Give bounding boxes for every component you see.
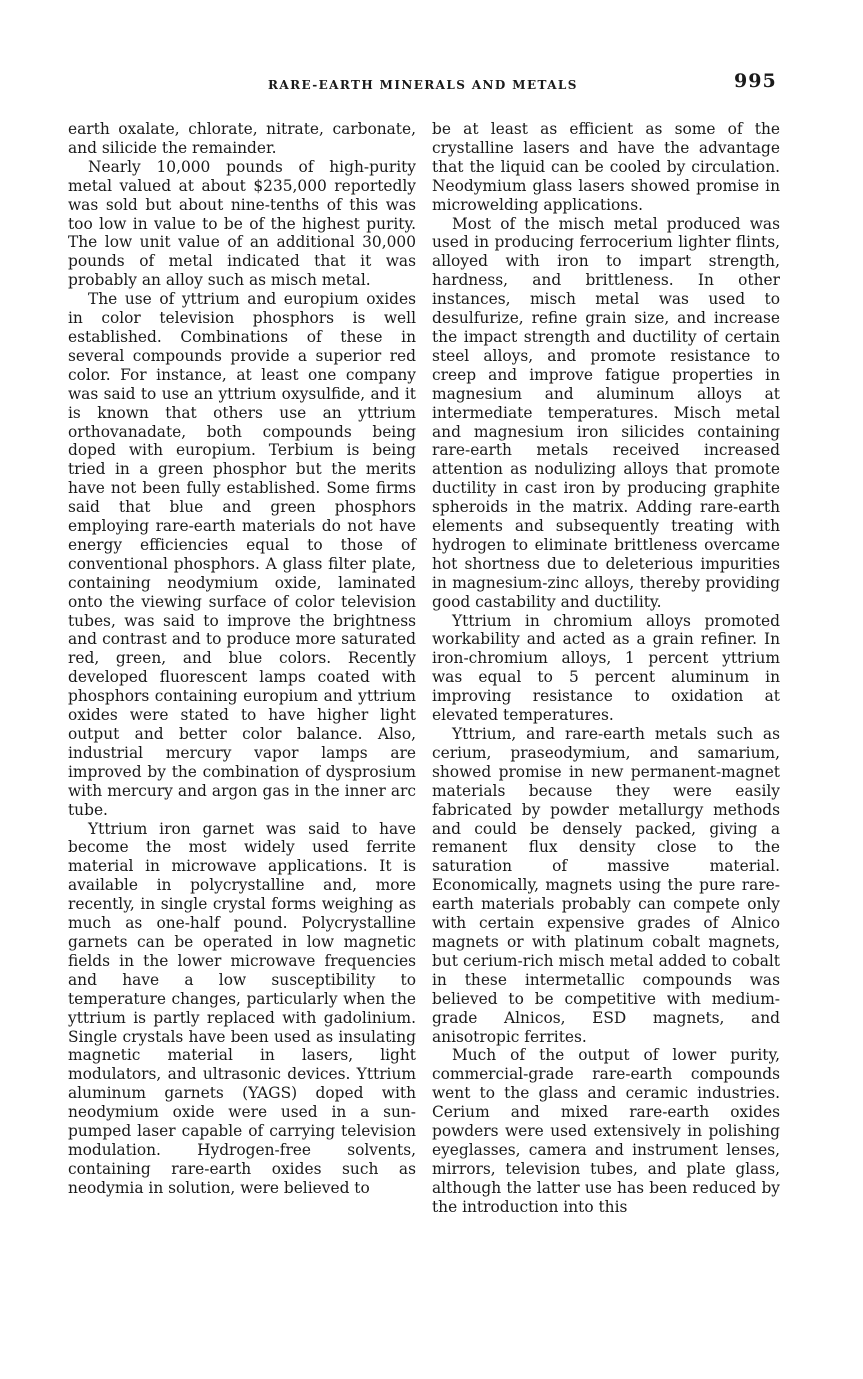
paragraph-chromium-alloys: Yttrium in chromium alloys promoted workability and acted as a grain refiner. In iron-chromium alloys, 1 percent yttrium was equal to 5 percent aluminum in improving resistance to oxidation at elevated temperatures. [432, 611, 780, 725]
running-title: RARE-EARTH MINERALS AND METALS [268, 78, 578, 92]
paragraph-permanent-magnets: Yttrium, and rare-earth metals such as cerium, praseodymium, and samarium, showed promise in new permanent-magnet materials because they were easily fabricated by powder metallurgy methods and could be densely packed, giving a remanent flux density close to the saturation of massive material. Economically, magnets using the pure rare-earth materials probably can compete only with certain expensive grades of Alnico magnets or with platinum cobalt magnets, but cerium-rich misch metal added to cobalt in these intermetallic compounds was believed to be competitive with medium-grade Alnicos, ESD magnets, and anisotropic ferrites. [432, 725, 780, 1046]
paragraph-glass-ceramic: Much of the output of lower purity, commercial-grade rare-earth compounds went to the glass and ceramic industries. Cerium and mixed rare-earth oxides powders were used extensively in polishing eyeglasses, camera and instrument lenses, mirrors, television tubes, and plate glass, although the latter use has been reduced by the introduction into this [432, 1046, 780, 1216]
paragraph-high-purity-metal: Nearly 10,000 pounds of high-purity metal valued at about $235,000 reportedly was sold but about nine-tenths of this was too low in value to be of the highest purity. The low unit value of an additional 30,000 pounds of metal indicated that it was probably an alloy such as misch metal. [68, 157, 416, 290]
paragraph-misch-metal: Most of the misch metal produced was used in producing ferrocerium lighter flints, alloyed with iron to impart strength, hardness, and brittleness. In other instances, misch metal was used to desulfurize, refine grain size, and increase the impact strength and ductility of certain steel alloys, and promote resistance to creep and improve fatigue properties in magnesium and aluminum alloys at intermediate temperatures. Misch metal and magnesium iron silicides containing rare-earth metals received increased attention as nodulizing alloys that promote ductility in cast iron by producing graphite spheroids in the matrix. Adding rare-earth elements and subsequently treating with hydrogen to eliminate brittleness overcame hot shortness due to deleterious impurities in magnesium-zinc alloys, thereby providing good castability and ductility. [432, 214, 780, 611]
right-column [432, 120, 780, 1217]
paragraph-yttrium-iron-garnet: Yttrium iron garnet was said to have become the most widely used ferrite material in microwave applications. It is available in polycrystalline and, more recently, in single crystal forms weighing as much as one-half pound. Polycrystalline garnets can be operated in low magnetic fields in the lower microwave frequencies and have a low susceptibility to temperature changes, particularly when the yttrium is partly replaced with gadolinium. Single crystals have been used as insulating magnetic material in lasers, light modulators, and ultrasonic devices. Yttrium aluminum garnets (YAGS) doped with neodymium oxide were used in a sun-pumped laser capable of carrying television modulation. Hydrogen-free solvents, containing rare-earth oxides such as neodymia in solution, were believed to [68, 819, 416, 1197]
paragraph-phosphors: The use of yttrium and europium oxides in color television phosphors is well established. Combinations of these in several compounds provide a superior red color. For instance, at least one company was said to use an yttrium oxysulfide, and it is known that others use an yttrium orthovanadate, both compounds being doped with europium. Terbium is being tried in a green phosphor but the merits have not been fully established. Some firms said that blue and green phosphors employing rare-earth materials do not have energy efficiencies equal to those of conventional phosphors. A glass filter plate, containing neodymium oxide, laminated onto the viewing surface of color television tubes, was said to improve the brightness and contrast and to produce more saturated red, green, and blue colors. Recently developed fluorescent lamps coated with phosphors containing europium and yttrium oxides were stated to have higher light output and better color balance. Also, industrial mercury vapor lamps are improved by the combination of dysprosium with mercury and argon gas in the inner arc tube. [68, 290, 416, 819]
paragraph-continued: earth oxalate, chlorate, nitrate, carbonate, and silicide the remainder. [68, 120, 416, 157]
left-column [68, 120, 416, 1198]
paragraph-lasers-continued: be at least as efficient as some of the crystalline lasers and have the advantage that the liquid can be cooled by circulation. Neodymium glass lasers showed promise in microwelding applications. [432, 120, 780, 214]
page-number: 995 [734, 70, 777, 92]
